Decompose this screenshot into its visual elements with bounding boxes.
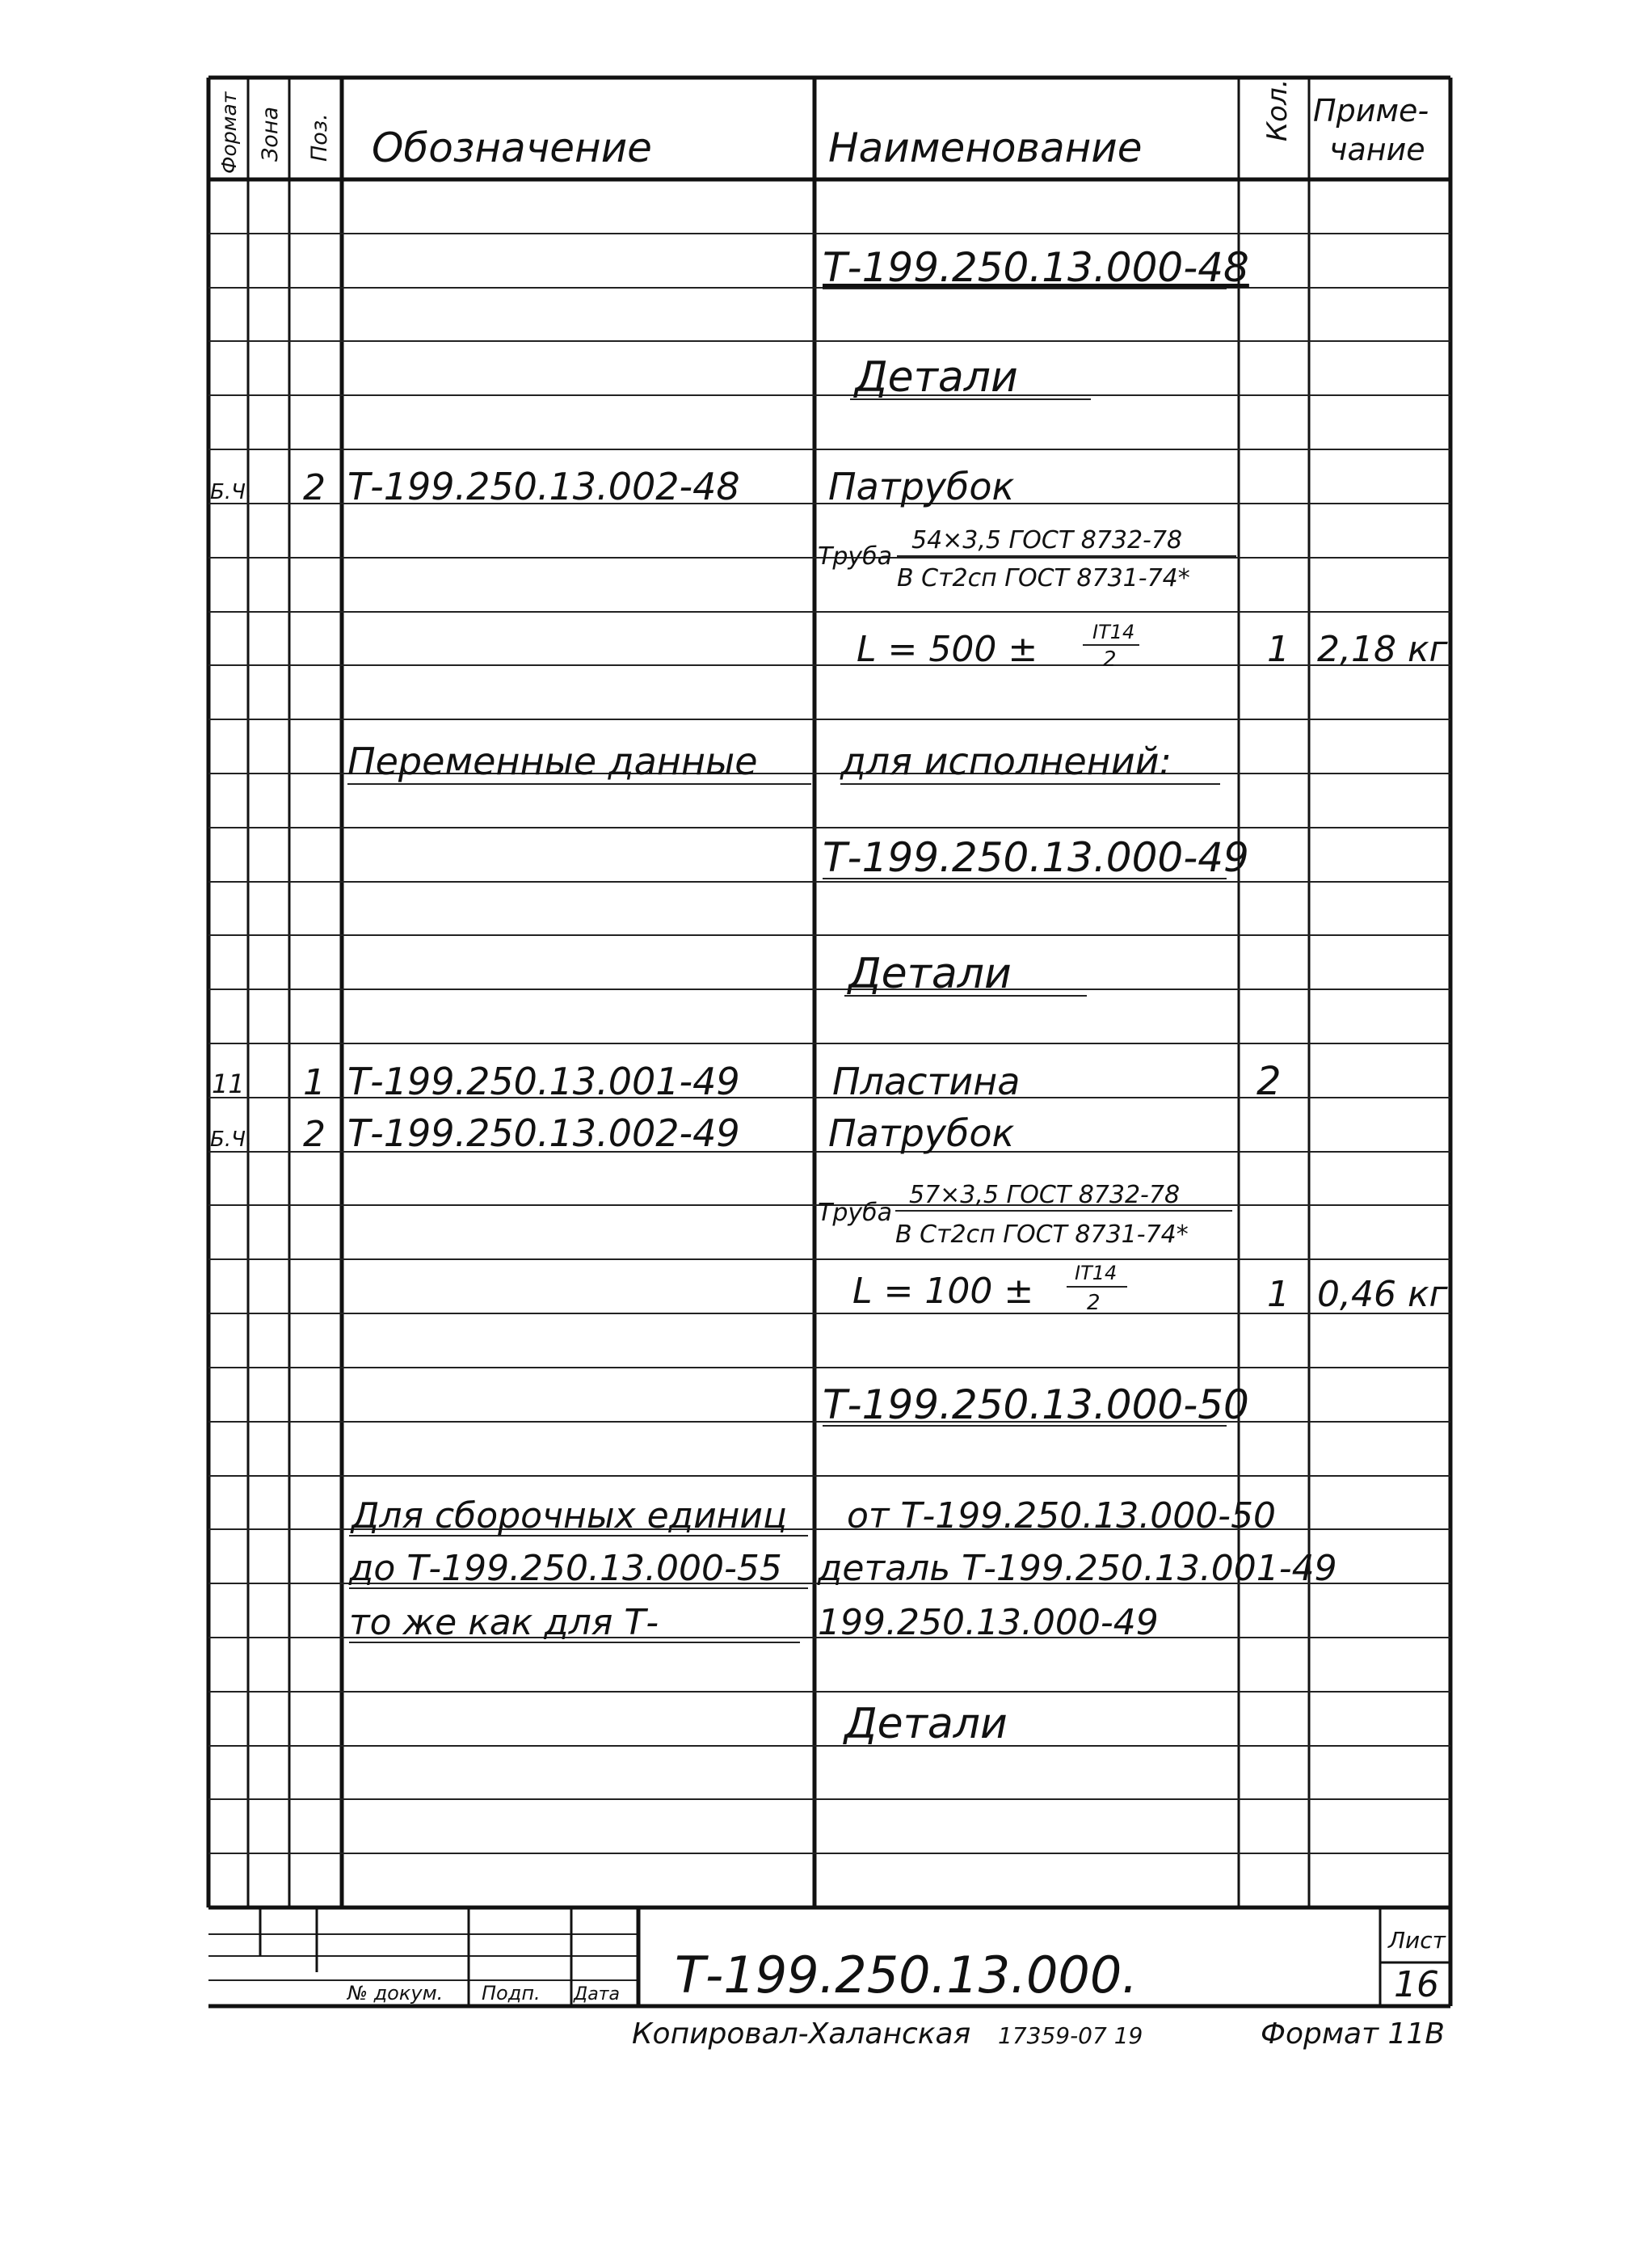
row10-name: Патрубок bbox=[828, 1111, 1015, 1155]
row13-name: Т-199.250.13.000-50 bbox=[823, 1381, 1249, 1428]
row09-qty: 2 bbox=[1256, 1059, 1282, 1104]
row09-format: 11 bbox=[212, 1069, 245, 1099]
row16-name: 199.250.13.000-49 bbox=[818, 1602, 1159, 1643]
row15-name: деталь Т-199.250.13.001-49 bbox=[818, 1548, 1337, 1589]
row01-name: Т-199.250.13.000-48 bbox=[823, 244, 1249, 291]
row09-pos: 1 bbox=[303, 1062, 326, 1103]
row12-frac-top: IT14 bbox=[1075, 1262, 1118, 1284]
header-name: Наименование bbox=[828, 124, 1143, 171]
header-note-line1: Приме- bbox=[1313, 93, 1429, 129]
row12-note: 0,46 кг bbox=[1317, 1274, 1448, 1315]
row10-pos: 2 bbox=[303, 1114, 326, 1155]
header-format: Формат bbox=[217, 91, 241, 174]
row04-prefix: Труба bbox=[818, 542, 893, 571]
row08-name: Детали bbox=[848, 950, 1012, 998]
row05-frac-bottom: 2 bbox=[1103, 647, 1117, 672]
row05-qty: 1 bbox=[1267, 629, 1290, 670]
row05-note: 2,18 кг bbox=[1317, 629, 1448, 670]
titleblock-date-label: Дата bbox=[574, 1984, 620, 2005]
row02-name: Детали bbox=[855, 353, 1018, 402]
header-qty: Кол. bbox=[1261, 78, 1294, 141]
row03-name: Патрубок bbox=[828, 465, 1015, 508]
row11-frac-top: 57×3,5 ГОСТ 8732-78 bbox=[909, 1181, 1181, 1209]
row09-designation: Т-199.250.13.001-49 bbox=[347, 1060, 740, 1103]
titleblock-sheet-number: 16 bbox=[1394, 1964, 1439, 2005]
row07-name: Т-199.250.13.000-49 bbox=[823, 834, 1249, 881]
titleblock-code: Т-199.250.13.000. bbox=[675, 1946, 1138, 2005]
titleblock-sheet-label: Лист bbox=[1388, 1927, 1446, 1954]
row12-name: L = 100 ± bbox=[852, 1271, 1034, 1312]
row03-format: Б.Ч. bbox=[210, 480, 253, 504]
row14-name: от Т-199.250.13.000-50 bbox=[847, 1495, 1277, 1537]
titleblock-sign-label: Подп. bbox=[482, 1982, 541, 2005]
row15-designation: до Т-199.250.13.000-55 bbox=[349, 1548, 782, 1589]
footer-format: Формат 11В bbox=[1261, 2017, 1446, 2051]
row04-frac-top: 54×3,5 ГОСТ 8732-78 bbox=[911, 526, 1183, 554]
titleblock-doc-label: № докум. bbox=[347, 1982, 444, 2005]
row06-name: для исполнений: bbox=[840, 740, 1172, 783]
row05-name: L = 500 ± bbox=[857, 629, 1038, 670]
row06-designation: Переменные данные bbox=[347, 740, 758, 783]
footer-copied-by: Копировал-Халанская bbox=[632, 2017, 971, 2051]
row11-frac-bottom: В Ст2сп ГОСТ 8731-74* bbox=[895, 1220, 1189, 1249]
row05-frac-top: IT14 bbox=[1092, 621, 1135, 643]
header-zone: Зона bbox=[258, 106, 283, 162]
header-pos: Поз. bbox=[307, 113, 332, 162]
row14-designation: Для сборочных единиц bbox=[351, 1495, 787, 1537]
row09-name: Пластина bbox=[832, 1060, 1021, 1103]
row11-prefix: Труба bbox=[818, 1199, 893, 1227]
row16-designation: то же как для Т- bbox=[349, 1602, 659, 1643]
footer-order: 17359-07 19 bbox=[998, 2022, 1143, 2049]
row04-frac-bottom: В Ст2сп ГОСТ 8731-74* bbox=[897, 564, 1190, 592]
row12-frac-bottom: 2 bbox=[1087, 1291, 1101, 1315]
row03-designation: Т-199.250.13.002-48 bbox=[347, 465, 740, 508]
row10-format: Б.Ч. bbox=[210, 1128, 253, 1152]
row10-designation: Т-199.250.13.002-49 bbox=[347, 1111, 740, 1155]
row12-qty: 1 bbox=[1267, 1274, 1290, 1315]
header-designation: Обозначение bbox=[372, 124, 652, 171]
row03-pos: 2 bbox=[303, 467, 326, 508]
header-note-line2: чание bbox=[1329, 132, 1425, 167]
row17-name: Детали bbox=[844, 1700, 1008, 1748]
